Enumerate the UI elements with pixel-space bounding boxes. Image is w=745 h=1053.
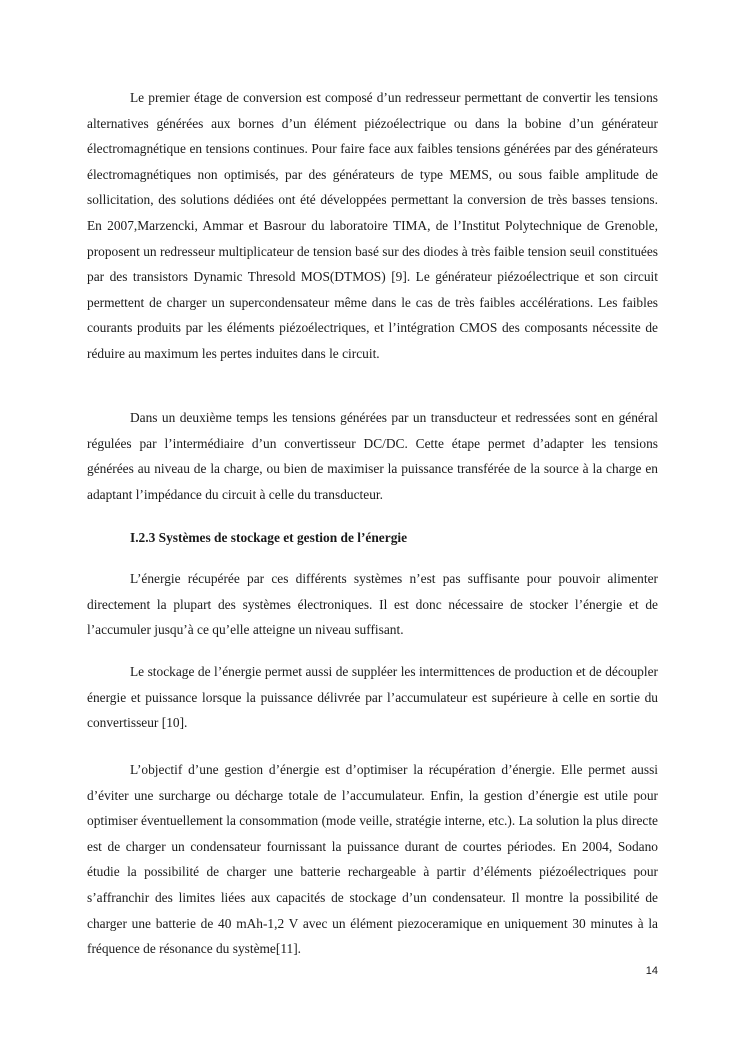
paragraph-redresseur: Le premier étage de conversion est composé d’un redresseur permettant de convertir les tensions alternatives générées aux bornes d’un élément piézoélectrique ou dans la bobine d’un générateur électromagnétique en tensions continues. Pour faire face aux faibles tensions générées par des générateurs électromagnétiques non optimisés, par des générateurs de type MEMS, ou sous faible amplitude de sollicitation, des solutions dédiées ont été développées permettant la conversion de très basses tensions. En 2007,Marzencki, Ammar et Basrour du laboratoire TIMA, de l’Institut Polytechnique de Grenoble, proposent un redresseur multiplicateur de tension basé sur des diodes à très faible tension seuil constituées par des transistors Dynamic Thresold MOS(DTMOS) [9]. Le générateur piézoélectrique et son circuit permettent de charger un supercondensateur même dans le cas de très faibles accélérations. Les faibles courants produits par les éléments piézoélectriques, et l’intégration CMOS des composants nécessite de réduire au maximum les pertes induites dans le circuit. xyxy=(87,90,658,361)
page-number: 14 xyxy=(645,965,658,977)
paragraph-gestion-energie: L’objectif d’une gestion d’énergie est d’optimiser la récupération d’énergie. Elle permet aussi d’éviter une surcharge ou décharge totale de l’accumulateur. Enfin, la gestion d’énergie est utile pour optimiser éventuellement la consommation (mode veille, stratégie interne, etc.). La solution la plus directe est de charger un condensateur fournissant la puissance durant de courtes périodes. En 2004, Sodano étudie la possibilité de charger une batterie rechargeable à partir d’éléments piézoélectriques pour s’affranchir des limites liées aux capacités de stockage d’un condensateur. Il montre la possibilité de charger une batterie de 40 mAh-1,2 V avec un élément piezoceramique en uniquement 30 minutes à la fréquence de résonance du système[11]. xyxy=(87,762,658,957)
paragraph-stockage-intro: L’énergie récupérée par ces différents systèmes n’est pas suffisante pour pouvoir alimenter directement la plupart des systèmes électroniques. Il est donc nécessaire de stocker l’énergie et de l’accumuler jusqu’à ce qu’elle atteigne un niveau suffisant. xyxy=(87,571,658,638)
paragraph-convertisseur: Dans un deuxième temps les tensions générées par un transducteur et redressées sont en général régulées par l’intermédiaire d’un convertisseur DC/DC. Cette étape permet d’adapter les tensions générées au niveau de la charge, ou bien de maximiser la puissance transférée de la source à la charge en adaptant l’impédance du circuit à celle du transducteur. xyxy=(87,410,658,502)
section-heading: I.2.3 Systèmes de stockage et gestion de l’énergie xyxy=(130,530,408,545)
paragraph-stockage-intermittences: Le stockage de l’énergie permet aussi de suppléer les intermittences de production et de découpler énergie et puissance lorsque la puissance délivrée par l’accumulateur est supérieure à celle en sortie du convertisseur [10]. xyxy=(87,664,658,731)
